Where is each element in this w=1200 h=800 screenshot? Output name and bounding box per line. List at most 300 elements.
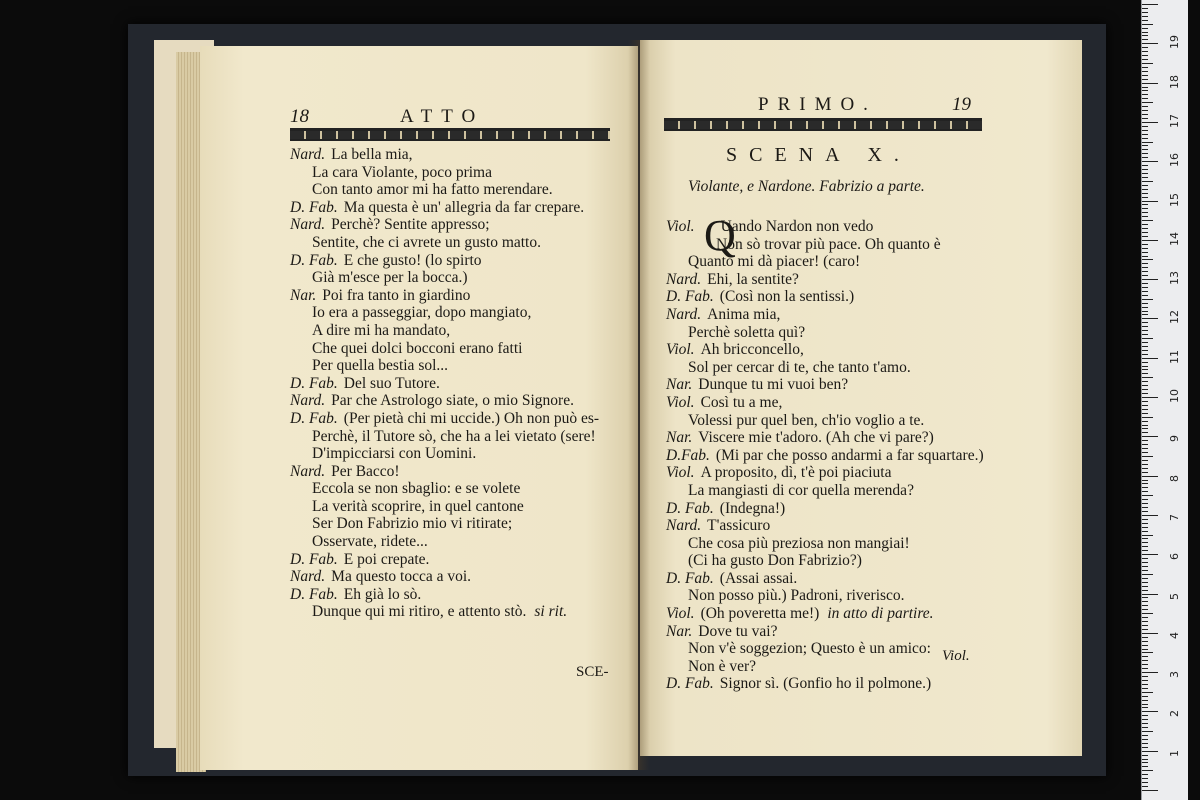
ruler-tick	[1142, 652, 1153, 653]
ruler-tick	[1142, 562, 1148, 563]
line-text: Per Bacco!	[331, 462, 400, 480]
line-text: A proposito, dì, t'è poi piaciuta	[700, 464, 892, 482]
text-line	[666, 359, 984, 377]
line-text: (Mi par che posso andarmi a far squartare.)	[715, 446, 984, 464]
text-line	[290, 199, 599, 217]
ruler-tick	[1142, 487, 1148, 488]
ruler-tick	[1142, 208, 1148, 209]
ruler-number: 19	[1168, 35, 1181, 50]
ruler-tick	[1142, 122, 1158, 123]
ruler-tick	[1142, 786, 1148, 787]
ruler-tick	[1142, 303, 1148, 304]
ruler-number: 8	[1168, 474, 1181, 482]
ruler-tick	[1142, 393, 1148, 394]
ruler-number: 7	[1168, 513, 1181, 521]
text-line	[666, 675, 984, 693]
line-text: E poi crepate.	[343, 550, 430, 568]
line-text: Viscere mie t'adoro. (Ah che vi pare?)	[698, 429, 934, 447]
ruler-tick	[1142, 185, 1148, 186]
ruler-tick	[1142, 546, 1148, 547]
line-text: Ser Don Fabrizio mio vi ritirate;	[312, 515, 513, 533]
speaker-label: D.Fab.	[666, 446, 710, 464]
ruler-tick	[1142, 366, 1148, 367]
ruler-tick	[1142, 35, 1148, 36]
ruler-tick	[1142, 629, 1148, 630]
ruler-tick	[1142, 263, 1148, 264]
ruler-tick	[1142, 75, 1148, 76]
speaker-label: Nar.	[666, 376, 693, 394]
ruler-tick	[1142, 16, 1148, 17]
ruler-number: 17	[1168, 113, 1181, 128]
ruler-tick	[1142, 409, 1148, 410]
line-text: Con tanto amor mi ha fatto merendare.	[312, 181, 553, 199]
ruler-tick	[1142, 193, 1148, 194]
speaker-label: Viol.	[666, 464, 695, 482]
ruler-tick	[1142, 189, 1148, 190]
text-line	[666, 570, 984, 588]
ruler-tick	[1142, 597, 1148, 598]
ruler-tick	[1142, 688, 1148, 689]
ruler-tick	[1142, 499, 1148, 500]
speaker-label: D. Fab.	[290, 251, 338, 269]
drop-capital: Q	[704, 211, 736, 260]
ruler-tick	[1142, 39, 1148, 40]
ruler-tick	[1142, 594, 1158, 595]
ruler-tick	[1142, 641, 1148, 642]
ruler-tick	[1142, 4, 1158, 5]
line-text: Dove tu vai?	[698, 622, 778, 640]
speaker-label: D. Fab.	[666, 288, 714, 306]
line-text: Ehi, la sentite?	[707, 270, 799, 288]
text-line	[290, 551, 599, 569]
ruler-tick	[1142, 287, 1148, 288]
speaker-label: D. Fab.	[290, 550, 338, 568]
ruler-tick	[1142, 649, 1148, 650]
ruler-tick	[1142, 755, 1148, 756]
ruler-tick	[1142, 130, 1148, 131]
ruler-tick	[1142, 448, 1148, 449]
line-text: (Così non la sentissi.)	[719, 288, 855, 306]
ruler-tick	[1142, 432, 1148, 433]
ruler-tick	[1142, 633, 1158, 634]
ruler-tick	[1142, 110, 1148, 111]
ruler-tick	[1142, 554, 1158, 555]
ruler-tick	[1142, 444, 1148, 445]
ruler-tick	[1142, 507, 1148, 508]
ruler-tick	[1142, 613, 1153, 614]
line-text: La verità scoprire, in quel cantone	[312, 497, 524, 515]
ruler-number: 2	[1168, 710, 1181, 718]
left-running-head: ATTO	[400, 106, 485, 127]
ruler-tick	[1142, 197, 1148, 198]
line-text: E che gusto! (lo spirto	[343, 251, 482, 269]
text-line	[666, 447, 984, 465]
ruler-tick	[1142, 216, 1148, 217]
speaker-label: Nard.	[666, 270, 702, 288]
ruler-tick	[1142, 248, 1148, 249]
line-text: Poi fra tanto in giardino	[322, 286, 471, 304]
text-line	[290, 375, 599, 393]
ruler-tick	[1142, 468, 1148, 469]
ruler-tick	[1142, 138, 1148, 139]
ruler-tick	[1142, 267, 1148, 268]
line-text: (Ci ha gusto Don Fabrizio?)	[688, 552, 862, 570]
text-line	[290, 410, 599, 428]
text-line	[666, 306, 984, 324]
line-text: Sentite, che ci avrete un gusto matto.	[312, 233, 541, 251]
ruler-tick	[1142, 704, 1148, 705]
ruler-tick	[1142, 436, 1158, 437]
ruler-tick	[1142, 47, 1148, 48]
text-line	[666, 376, 984, 394]
text-line	[290, 428, 599, 446]
left-header-rule	[290, 128, 610, 141]
line-text: Perchè, il Tutore sò, che ha a lei vietato (sere!	[312, 427, 596, 445]
text-line	[290, 357, 599, 375]
speaker-label: Nard.	[666, 305, 702, 323]
ruler-tick	[1142, 389, 1148, 390]
ruler-tick	[1142, 98, 1148, 99]
text-line	[666, 482, 984, 500]
ruler-tick	[1142, 275, 1148, 276]
ruler-tick	[1142, 405, 1148, 406]
speaker-label: D. Fab.	[666, 675, 714, 693]
speaker-label: Nard.	[290, 216, 326, 234]
speaker-label: Nard.	[290, 462, 326, 480]
text-line	[290, 252, 599, 270]
ruler-tick	[1142, 63, 1153, 64]
ruler-tick	[1142, 570, 1148, 571]
speaker-label: Nar.	[666, 622, 693, 640]
ruler-tick	[1142, 417, 1153, 418]
ruler-tick	[1142, 59, 1148, 60]
text-line	[666, 500, 984, 518]
left-page-number: 18	[290, 106, 309, 127]
ruler-tick	[1142, 307, 1148, 308]
ruler-number: 15	[1168, 192, 1181, 207]
text-line	[290, 146, 599, 164]
text-line	[666, 535, 984, 553]
text-line	[290, 515, 599, 533]
ruler-tick	[1142, 413, 1148, 414]
ruler-tick	[1142, 440, 1148, 441]
text-line	[290, 216, 599, 234]
ruler-tick	[1142, 668, 1148, 669]
ruler-number: 18	[1168, 74, 1181, 89]
ruler-tick	[1142, 212, 1148, 213]
left-page	[200, 46, 638, 770]
ruler-tick	[1142, 71, 1148, 72]
ruler-tick	[1142, 330, 1148, 331]
ruler-tick	[1142, 102, 1153, 103]
line-text: Volessi pur quel ben, ch'io voglio a te.	[688, 411, 925, 429]
ruler-tick	[1142, 707, 1148, 708]
text-line	[666, 324, 984, 342]
ruler-tick	[1142, 362, 1148, 363]
ruler-tick	[1142, 114, 1148, 115]
right-page	[640, 40, 1082, 756]
ruler-tick	[1142, 385, 1148, 386]
line-text: Anima mia,	[707, 305, 781, 323]
line-text: (Per pietà chi mi uccide.) Oh non può es-	[343, 409, 600, 427]
ruler-tick	[1142, 377, 1153, 378]
ruler-tick	[1142, 645, 1148, 646]
ruler-tick	[1142, 338, 1153, 339]
ruler-tick	[1142, 491, 1148, 492]
ruler-number: 6	[1168, 553, 1181, 561]
ruler-number: 4	[1168, 631, 1181, 639]
ruler-tick	[1142, 8, 1148, 9]
ruler-tick	[1142, 401, 1148, 402]
text-line	[666, 552, 984, 570]
ruler-tick	[1142, 790, 1158, 791]
ruler-tick	[1142, 574, 1153, 575]
scene-title: SCENA X.	[726, 144, 911, 166]
text-line	[666, 341, 984, 359]
line-text: T'assicuro	[707, 517, 771, 535]
speaker-label: D. Fab.	[290, 409, 338, 427]
text-line	[290, 498, 599, 516]
ruler-number: 16	[1168, 153, 1181, 168]
speaker-label: Viol.	[666, 393, 695, 411]
ruler-tick	[1142, 566, 1148, 567]
ruler-tick	[1142, 142, 1153, 143]
line-text: Signor sì. (Gonfio ho il polmone.)	[719, 675, 932, 693]
line-text: La bella mia,	[331, 146, 413, 163]
ruler-tick	[1142, 503, 1148, 504]
line-text: Perchè? Sentite appresso;	[331, 216, 490, 234]
ruler-tick	[1142, 20, 1148, 21]
ruler-tick	[1142, 240, 1158, 241]
ruler-tick	[1142, 472, 1148, 473]
line-text: Così tu a me,	[700, 393, 783, 411]
ruler-tick	[1142, 43, 1158, 44]
ruler-tick	[1142, 358, 1158, 359]
text-line	[290, 304, 599, 322]
ruler-tick	[1142, 766, 1148, 767]
text-line	[290, 463, 599, 481]
line-text: Ah bricconcello,	[700, 341, 804, 359]
ruler-tick	[1142, 719, 1148, 720]
ruler-tick	[1142, 291, 1148, 292]
right-catchword: Viol.	[942, 648, 970, 664]
ruler-tick	[1142, 782, 1148, 783]
right-header-rule	[664, 118, 982, 131]
line-text: D'impicciarsi con Uomini.	[312, 445, 477, 463]
ruler-tick	[1142, 177, 1148, 178]
ruler-tick	[1142, 145, 1148, 146]
ruler-tick	[1142, 28, 1148, 29]
line-text: Non sò trovar più pace. Oh quanto è	[716, 235, 941, 253]
text-line	[666, 288, 984, 306]
line-text: Non è ver?	[688, 657, 756, 675]
ruler-tick	[1142, 664, 1148, 665]
right-page-number: 19	[952, 94, 971, 115]
ruler-tick	[1142, 173, 1148, 174]
ruler-tick	[1142, 723, 1148, 724]
text-line	[666, 464, 984, 482]
ruler-number: 13	[1168, 271, 1181, 286]
ruler-tick	[1142, 483, 1148, 484]
ruler-tick	[1142, 165, 1148, 166]
ruler-number: 3	[1168, 671, 1181, 679]
ruler-number: 10	[1168, 389, 1181, 403]
text-line	[290, 445, 599, 463]
ruler-tick	[1142, 480, 1148, 481]
ruler-tick	[1142, 751, 1158, 752]
text-line	[290, 287, 599, 305]
text-line	[666, 429, 984, 447]
line-text: Che quei dolci bocconi erano fatti	[312, 339, 523, 357]
text-line	[290, 269, 599, 287]
text-line	[666, 412, 984, 430]
ruler-tick	[1142, 578, 1148, 579]
ruler-tick	[1142, 224, 1148, 225]
text-line	[666, 658, 984, 676]
ruler-tick	[1142, 621, 1148, 622]
line-text: La mangiasti di cor quella merenda?	[688, 481, 914, 499]
line-text: Uando Nardon non vedo	[720, 218, 874, 235]
ruler-tick	[1142, 700, 1148, 701]
ruler-tick	[1142, 181, 1153, 182]
ruler-tick	[1142, 452, 1148, 453]
ruler-tick	[1142, 12, 1148, 13]
line-text: A dire mi ha mandato,	[312, 321, 451, 339]
text-line	[290, 603, 599, 621]
text-line	[666, 623, 984, 641]
speaker-label: D. Fab.	[290, 374, 338, 392]
ruler-tick	[1142, 90, 1148, 91]
ruler-tick	[1142, 346, 1148, 347]
ruler-tick	[1142, 94, 1148, 95]
line-text: Io era a passeggiar, dopo mangiato,	[312, 304, 532, 322]
ruler-tick	[1142, 637, 1148, 638]
ruler-tick	[1142, 126, 1148, 127]
line-text: Sol per cercar di te, che tanto t'amo.	[688, 358, 911, 376]
ruler-tick	[1142, 161, 1158, 162]
line-text: (Assai assai.	[719, 569, 798, 587]
ruler-tick	[1142, 350, 1148, 351]
ruler-tick	[1142, 495, 1153, 496]
ruler-tick	[1142, 456, 1153, 457]
line-text: Del suo Tutore.	[343, 374, 440, 392]
ruler-tick	[1142, 283, 1148, 284]
ruler-tick	[1142, 715, 1148, 716]
ruler-tick	[1142, 314, 1148, 315]
line-text: Osservate, ridete...	[312, 533, 428, 551]
ruler-tick	[1142, 201, 1158, 202]
line-text: (Indegna!)	[719, 499, 786, 517]
ruler-tick	[1142, 511, 1148, 512]
ruler-tick	[1142, 625, 1148, 626]
text-line	[290, 340, 599, 358]
ruler-tick	[1142, 519, 1148, 520]
ruler-tick	[1142, 169, 1148, 170]
ruler-tick	[1142, 381, 1148, 382]
ruler-tick	[1142, 311, 1148, 312]
line-text: Non posso più.) Padroni, riverisco.	[688, 587, 905, 605]
stage-direction: si rit.	[534, 603, 568, 621]
line-text: La cara Violante, poco prima	[312, 163, 492, 181]
speaker-label: Viol.	[666, 218, 695, 235]
line-text: Perchè soletta quì?	[688, 323, 806, 341]
ruler-tick	[1142, 692, 1153, 693]
text-line	[666, 587, 984, 605]
text-line	[290, 586, 599, 604]
ruler-tick	[1142, 735, 1148, 736]
speaker-label: Nard.	[290, 392, 326, 410]
ruler-tick	[1142, 582, 1148, 583]
ruler-tick	[1142, 711, 1158, 712]
ruler-tick	[1142, 743, 1148, 744]
ruler-tick	[1142, 279, 1158, 280]
text-line	[666, 605, 984, 623]
ruler-tick	[1142, 731, 1153, 732]
ruler-tick	[1142, 542, 1148, 543]
left-text-block	[290, 146, 599, 621]
line-text: Che cosa più preziosa non mangiai!	[688, 534, 910, 552]
ruler-tick	[1142, 259, 1153, 260]
text-line	[290, 234, 599, 252]
left-catchword: SCE-	[576, 664, 609, 680]
line-text: Non v'è soggezion; Questo è un amico:	[688, 640, 931, 658]
speaker-label: Nard.	[290, 146, 326, 163]
ruler-number: 11	[1168, 349, 1181, 364]
ruler-tick	[1142, 271, 1148, 272]
line-text: (Oh poveretta me!)	[700, 605, 820, 623]
line-text: Dunque qui mi ritiro, e attento stò.	[312, 603, 527, 621]
ruler-tick	[1142, 656, 1148, 657]
ruler-tick	[1142, 79, 1148, 80]
text-line	[666, 394, 984, 412]
text-line	[290, 392, 599, 410]
ruler-tick	[1142, 220, 1153, 221]
ruler-tick	[1142, 515, 1158, 516]
ruler-tick	[1142, 531, 1148, 532]
line-text: Ma questo tocca a voi.	[331, 568, 472, 586]
ruler-tick	[1142, 762, 1148, 763]
ruler-tick	[1142, 157, 1148, 158]
ruler-tick	[1142, 55, 1148, 56]
measuring-ruler	[1141, 0, 1188, 800]
ruler-tick	[1142, 322, 1148, 323]
ruler-tick	[1142, 228, 1148, 229]
ruler-tick	[1142, 460, 1148, 461]
text-line	[290, 164, 599, 182]
speaker-label: Nar.	[290, 286, 317, 304]
ruler-tick	[1142, 244, 1148, 245]
line-text: Ma questa è un' allegria da far crepare.	[343, 198, 585, 216]
ruler-tick	[1142, 299, 1153, 300]
ruler-tick	[1142, 535, 1153, 536]
ruler-tick	[1142, 118, 1148, 119]
ruler-tick	[1142, 354, 1148, 355]
ruler-number: 14	[1168, 231, 1181, 246]
ruler-tick	[1142, 672, 1158, 673]
ruler-tick	[1142, 609, 1148, 610]
ruler-tick	[1142, 369, 1148, 370]
ruler-tick	[1142, 51, 1148, 52]
ruler-tick	[1142, 32, 1148, 33]
ruler-tick	[1142, 326, 1148, 327]
ruler-tick	[1142, 759, 1148, 760]
stage-direction: in atto di partire.	[827, 605, 934, 623]
right-text-block	[666, 211, 984, 693]
speaker-label: D. Fab.	[290, 585, 338, 603]
speaker-label: D. Fab.	[666, 499, 714, 517]
line-text: Già m'esce per la bocca.)	[312, 269, 468, 287]
ruler-tick	[1142, 601, 1148, 602]
